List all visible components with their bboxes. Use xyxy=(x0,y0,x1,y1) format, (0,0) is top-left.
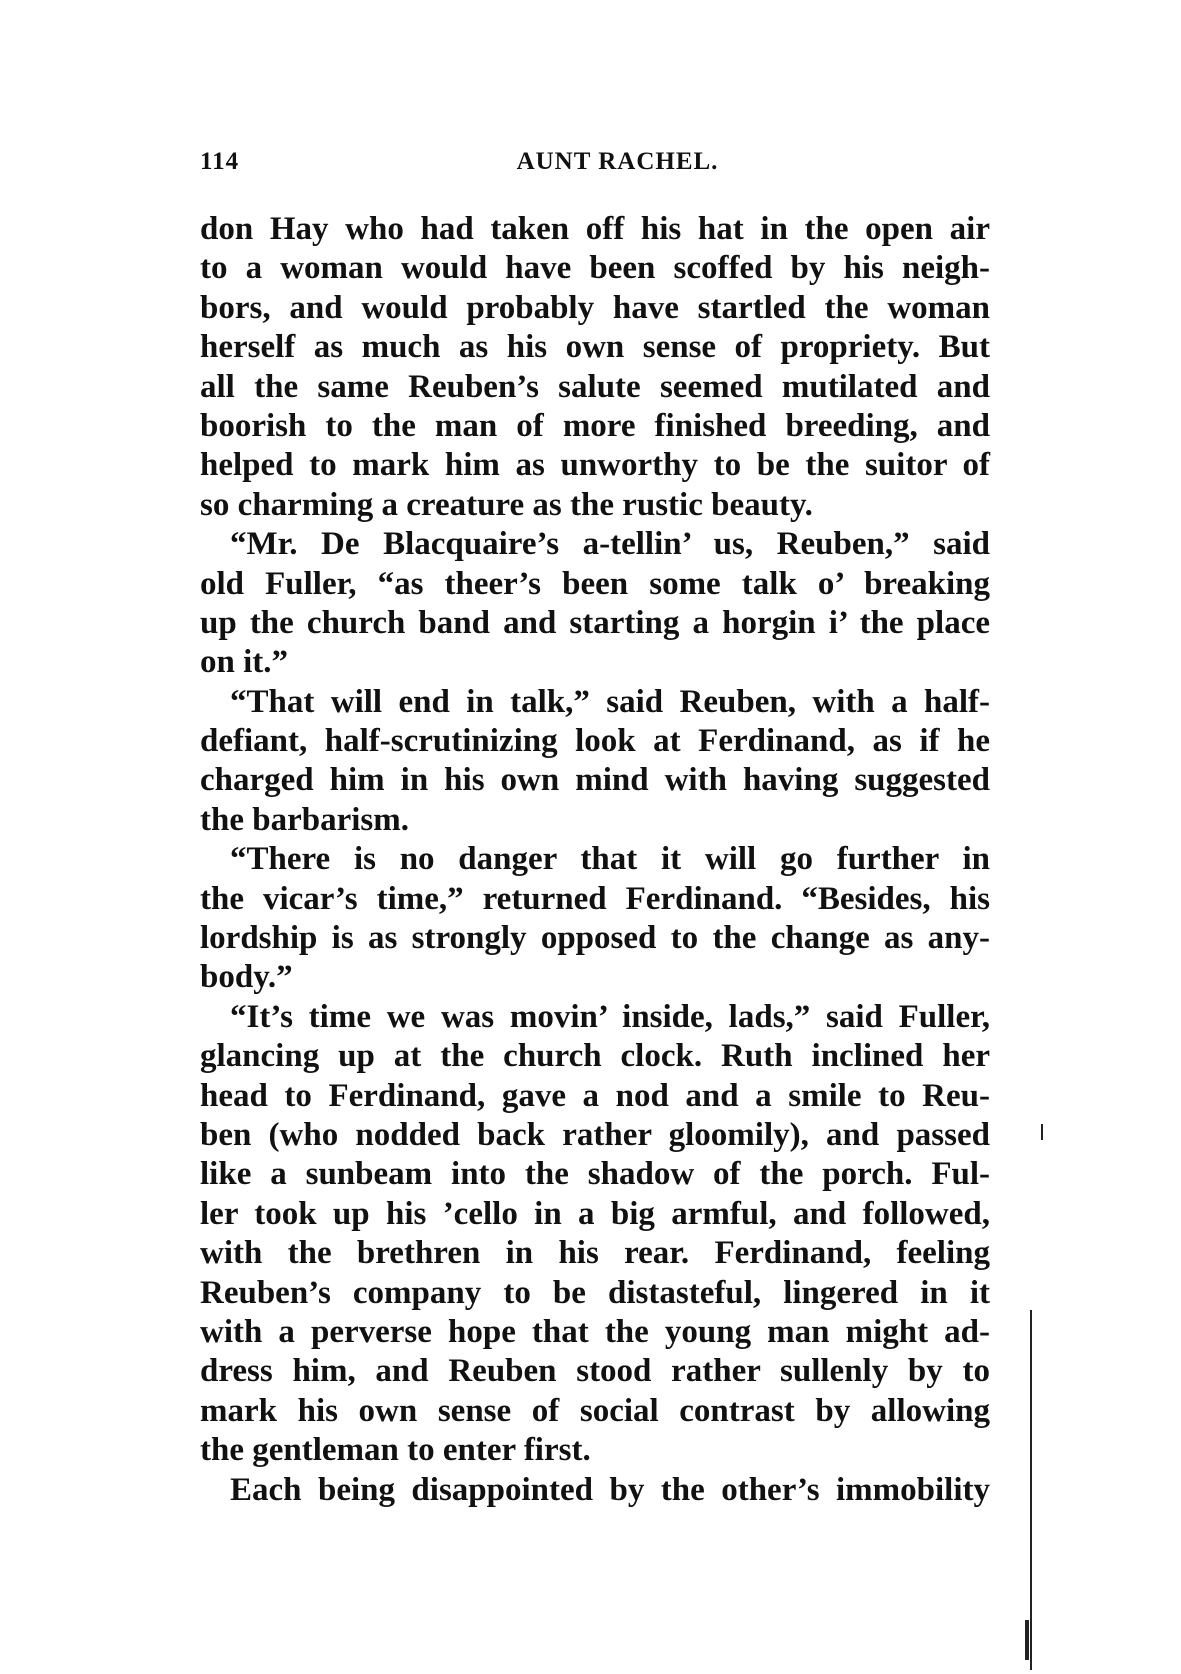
text-line: so charming a creature as the rustic beauty. xyxy=(200,486,813,523)
text-line: body.” xyxy=(200,959,293,996)
text-line: “It’s time we was movin’ inside, lads,” said Fuller, xyxy=(230,998,990,1035)
text-line: old Fuller, “as theer’s been some talk o’ breaking xyxy=(200,565,990,602)
text-line: head to Ferdinand, gave a nod and a smile to Reu- xyxy=(200,1077,990,1114)
text-line: the barbarism. xyxy=(200,801,409,838)
text-line: Reuben’s company to be distasteful, lingered in it xyxy=(200,1274,990,1311)
text-line: like a sunbeam into the shadow of the porch. Ful- xyxy=(200,1156,990,1193)
running-head xyxy=(200,148,995,184)
text-line: with the brethren in his rear. Ferdinand, feeling xyxy=(200,1235,990,1272)
text-line: don Hay who had taken off his hat in the open air xyxy=(200,211,990,247)
running-title: AUNT RACHEL. xyxy=(516,148,719,175)
text-line: with a perverse hope that the young man might ad- xyxy=(200,1313,990,1350)
text-line: “Mr. De Blacquaire’s a-tellin’ us, Reuben,” said xyxy=(230,526,990,563)
text-line: ler took up his ’cello in a big armful, and followed, xyxy=(200,1195,990,1232)
text-line: dress him, and Reuben stood rather sullenly by to xyxy=(200,1353,990,1390)
text-line: “There is no danger that it will go further in xyxy=(230,841,990,878)
text-line: ben (who nodded back rather gloomily), and passed xyxy=(200,1116,990,1153)
scan-margin-line xyxy=(1030,1310,1032,1670)
text-line: up the church band and starting a horgin i’ the place xyxy=(200,604,990,641)
body-text xyxy=(200,210,990,1510)
text-line: on it.” xyxy=(200,644,289,681)
text-line: all the same Reuben’s salute seemed mutilated and xyxy=(200,368,990,405)
text-line: to a woman would have been scoffed by his neigh- xyxy=(200,250,990,287)
page-number: 114 xyxy=(200,148,240,175)
text-line: the vicar’s time,” returned Ferdinand. “Besides, his xyxy=(200,880,990,917)
text-line: mark his own sense of social contrast by allowing xyxy=(200,1392,990,1429)
text-line: helped to mark him as unworthy to be the suitor of xyxy=(200,447,990,484)
text-line: bors, and would probably have startled the woman xyxy=(200,289,990,326)
text-line: charged him in his own mind with having suggested xyxy=(200,762,990,799)
text-line: glancing up at the church clock. Ruth inclined her xyxy=(200,1038,990,1075)
scan-margin-mark xyxy=(1041,1124,1043,1140)
text-line: boorish to the man of more finished breeding, and xyxy=(200,407,990,444)
scan-margin-tick xyxy=(1025,1620,1029,1660)
text-line: defiant, half-scrutinizing look at Ferdinand, as if he xyxy=(200,723,990,760)
text-line: lordship is as strongly opposed to the change as any- xyxy=(200,920,990,957)
text-line: “That will end in talk,” said Reuben, with a half- xyxy=(230,683,990,720)
text-line: the gentleman to enter first. xyxy=(200,1432,591,1469)
text-line: Each being disappointed by the other’s immobility xyxy=(230,1471,990,1508)
text-line: herself as much as his own sense of propriety. But xyxy=(200,329,990,366)
